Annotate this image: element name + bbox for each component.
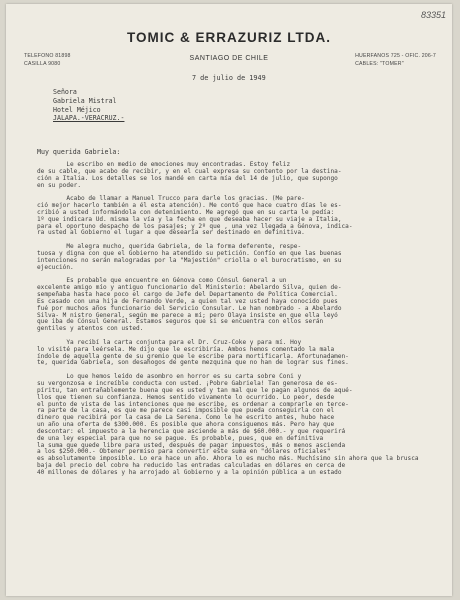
body-line: descontar: el impuesto a la herencia que asciende a más de $60.000.- y que requerirá bbox=[37, 427, 346, 435]
letter-date: 7 de julio de 1949 bbox=[192, 74, 266, 82]
letter-page bbox=[6, 4, 452, 596]
body-line: índole de aquella gente de su gremio que le escribe para mortificarla. Afortunadamen- bbox=[37, 352, 349, 360]
body-line: a los $250.000.- Obtener permiso para convertir este suma en "dólares oficiales" bbox=[37, 448, 331, 456]
body-line: ra usted al Gobierno el lugar a que desearía ser destinado en definitiva. bbox=[37, 229, 305, 237]
address-line: Gabriela Mistral bbox=[53, 96, 117, 105]
letterhead-phone: TELEFONO 81898 bbox=[24, 53, 71, 59]
body-line: Es probable que encuentre en Génova como Cónsul General a un bbox=[37, 277, 287, 285]
body-line: píritu, tan entrañablemente buena que es usted y tan mal que le pagan algunos de aqué- bbox=[37, 386, 353, 394]
letterhead-box: CASILLA 9080 bbox=[24, 61, 61, 67]
letterhead-address: HUERFANOS 725 - OFIC. 206-7 bbox=[355, 53, 436, 59]
body-line: el punto de vista de las intenciones que me escribe, es ordenar a comprarle en terce- bbox=[37, 400, 349, 408]
address-line: Señora bbox=[53, 88, 77, 96]
body-line: dinero que recibirá por la casa de La Serena. Como le he escrito antes, hubo hace bbox=[37, 414, 335, 422]
body-line: de su cable, que acabo de recibir, y en el cual expresa su contento por la destina- bbox=[37, 167, 342, 175]
address-line: Hotel Méjico bbox=[53, 105, 101, 114]
body-line: ció mejor hacerlo también a él esta atención). Me contó que hace cuatro días le es- bbox=[37, 202, 342, 210]
body-line: un año una oferta de $300.000. Es posible que ahora consiguemos más. Pero hay que bbox=[37, 421, 335, 429]
body-line: Acabo de llamar a Manuel Trucco para darle los gracias. (Me pare- bbox=[37, 195, 305, 203]
body-line: te, querida Gabriela, son desahogos de gente mezquina que no han de lograr sus fines. bbox=[37, 359, 349, 367]
body-line: en su poder. bbox=[37, 181, 82, 189]
body-line: 1º que indicara Ud. misma la vía y la fecha en que deseaba hacer su viaje a Italia, bbox=[37, 215, 342, 223]
body-line: ción a Italia. Los detalles se los mandé en carta mía del 14 de julio, que supongo bbox=[37, 174, 338, 182]
letter-body bbox=[37, 162, 432, 477]
body-line: gentiles y atentos con usted. bbox=[37, 325, 144, 333]
body-line: ra parte de la casa, es que me parece casi imposible que pueda conseguirla con el bbox=[37, 407, 335, 415]
letterhead-right bbox=[355, 52, 436, 68]
address-line: JALAPA.-VERACRUZ.- bbox=[53, 114, 125, 123]
letterhead-city: SANTIAGO DE CHILE bbox=[189, 55, 269, 62]
recipient-address bbox=[53, 88, 124, 123]
body-line: que iba de Cónsul General. Estamos seguros que si se encuentra con ellos serán bbox=[37, 318, 324, 326]
body-line: es absolutamente imposible. Lo era hace un año. Ahora lo es mucho más. Muchísimo sin ahora que la brusca bbox=[37, 455, 419, 463]
body-line: 40 millones de dólares y ha arrojado al Gobierno y a la opinión pública a un estado bbox=[37, 468, 342, 476]
body-line: intenciones no serán malogradas por la "Majestión" criolla o el burocratismo, en su bbox=[37, 256, 342, 264]
body-line: para el oportuno despacho de los pasajes; y 2º que , una vez llegada a Génova, indica- bbox=[37, 222, 353, 230]
body-line: Es casado con una hija de Fernando Verde, a quien tal vez usted haya conocido pues bbox=[37, 297, 338, 305]
body-line: sempeñaba hasta hace poco el cargo de Jefe del Departamento de Política Comercial. bbox=[37, 291, 338, 299]
body-line: ejecución. bbox=[37, 263, 74, 271]
body-line: tuosa y digna con que el Gobierno ha atendido su petición. Confío en que las buenas bbox=[37, 249, 342, 257]
body-line: de una ley especial para que no se pague. Es probable, pues, que en definitiva bbox=[37, 434, 324, 442]
body-line: llos que tienen su confianza. Hemos sentido vivamente lo ocurrido. Lo peor, desde bbox=[37, 393, 335, 401]
body-line: Lo que hemos leído de asombro en horror es su carta sobre Coni y bbox=[37, 373, 302, 381]
body-line: Le escribo en medio de emociones muy encontradas. Estoy feliz bbox=[37, 161, 291, 168]
body-line: Silva- M nistro General, según me parece a mí; pero Olaya insiste en que ella leyó bbox=[37, 311, 338, 319]
body-line: la suma que quede libre para usted, después de pagar impuestos, más o menos ascienda bbox=[37, 441, 346, 449]
archive-number: 83351 bbox=[420, 10, 446, 20]
company-name: TOMIC & ERRAZURIZ LTDA. bbox=[127, 30, 331, 45]
body-line: baja del precio del cobre ha reducido las entradas calculadas en dólares en cerca de bbox=[37, 462, 346, 470]
body-line: cribió a usted informándola con detenimiento. Me agregó que en su carta le pedía: bbox=[37, 208, 335, 216]
salutation: Muy querida Gabriela: bbox=[37, 148, 121, 156]
letterhead-cables: CABLES: "TOMER" bbox=[355, 61, 404, 67]
body-line: fué por muchos años funcionario del Servicio Consular. Le han nombrado - a Abelardo bbox=[37, 304, 342, 312]
body-line: Ya recibí la carta conjunta para el Dr. Cruz-Coke y para mí. Hoy bbox=[37, 338, 302, 346]
body-line: lo visité para leérsela. Me dijo que le escribiría. Ambos hemos comentado la mala bbox=[37, 345, 335, 353]
body-line: Me alegra mucho, querida Gabriela, de la forma deferente, respe- bbox=[37, 243, 302, 251]
body-line: su vergonzosa e increíble conducta con usted. ¡Pobre Gabriela! Tan generosa de es- bbox=[37, 380, 338, 387]
body-line: excelente amigo mío y antiguo funcionario del Ministerio: Abelardo Silva, quien de- bbox=[37, 284, 342, 292]
